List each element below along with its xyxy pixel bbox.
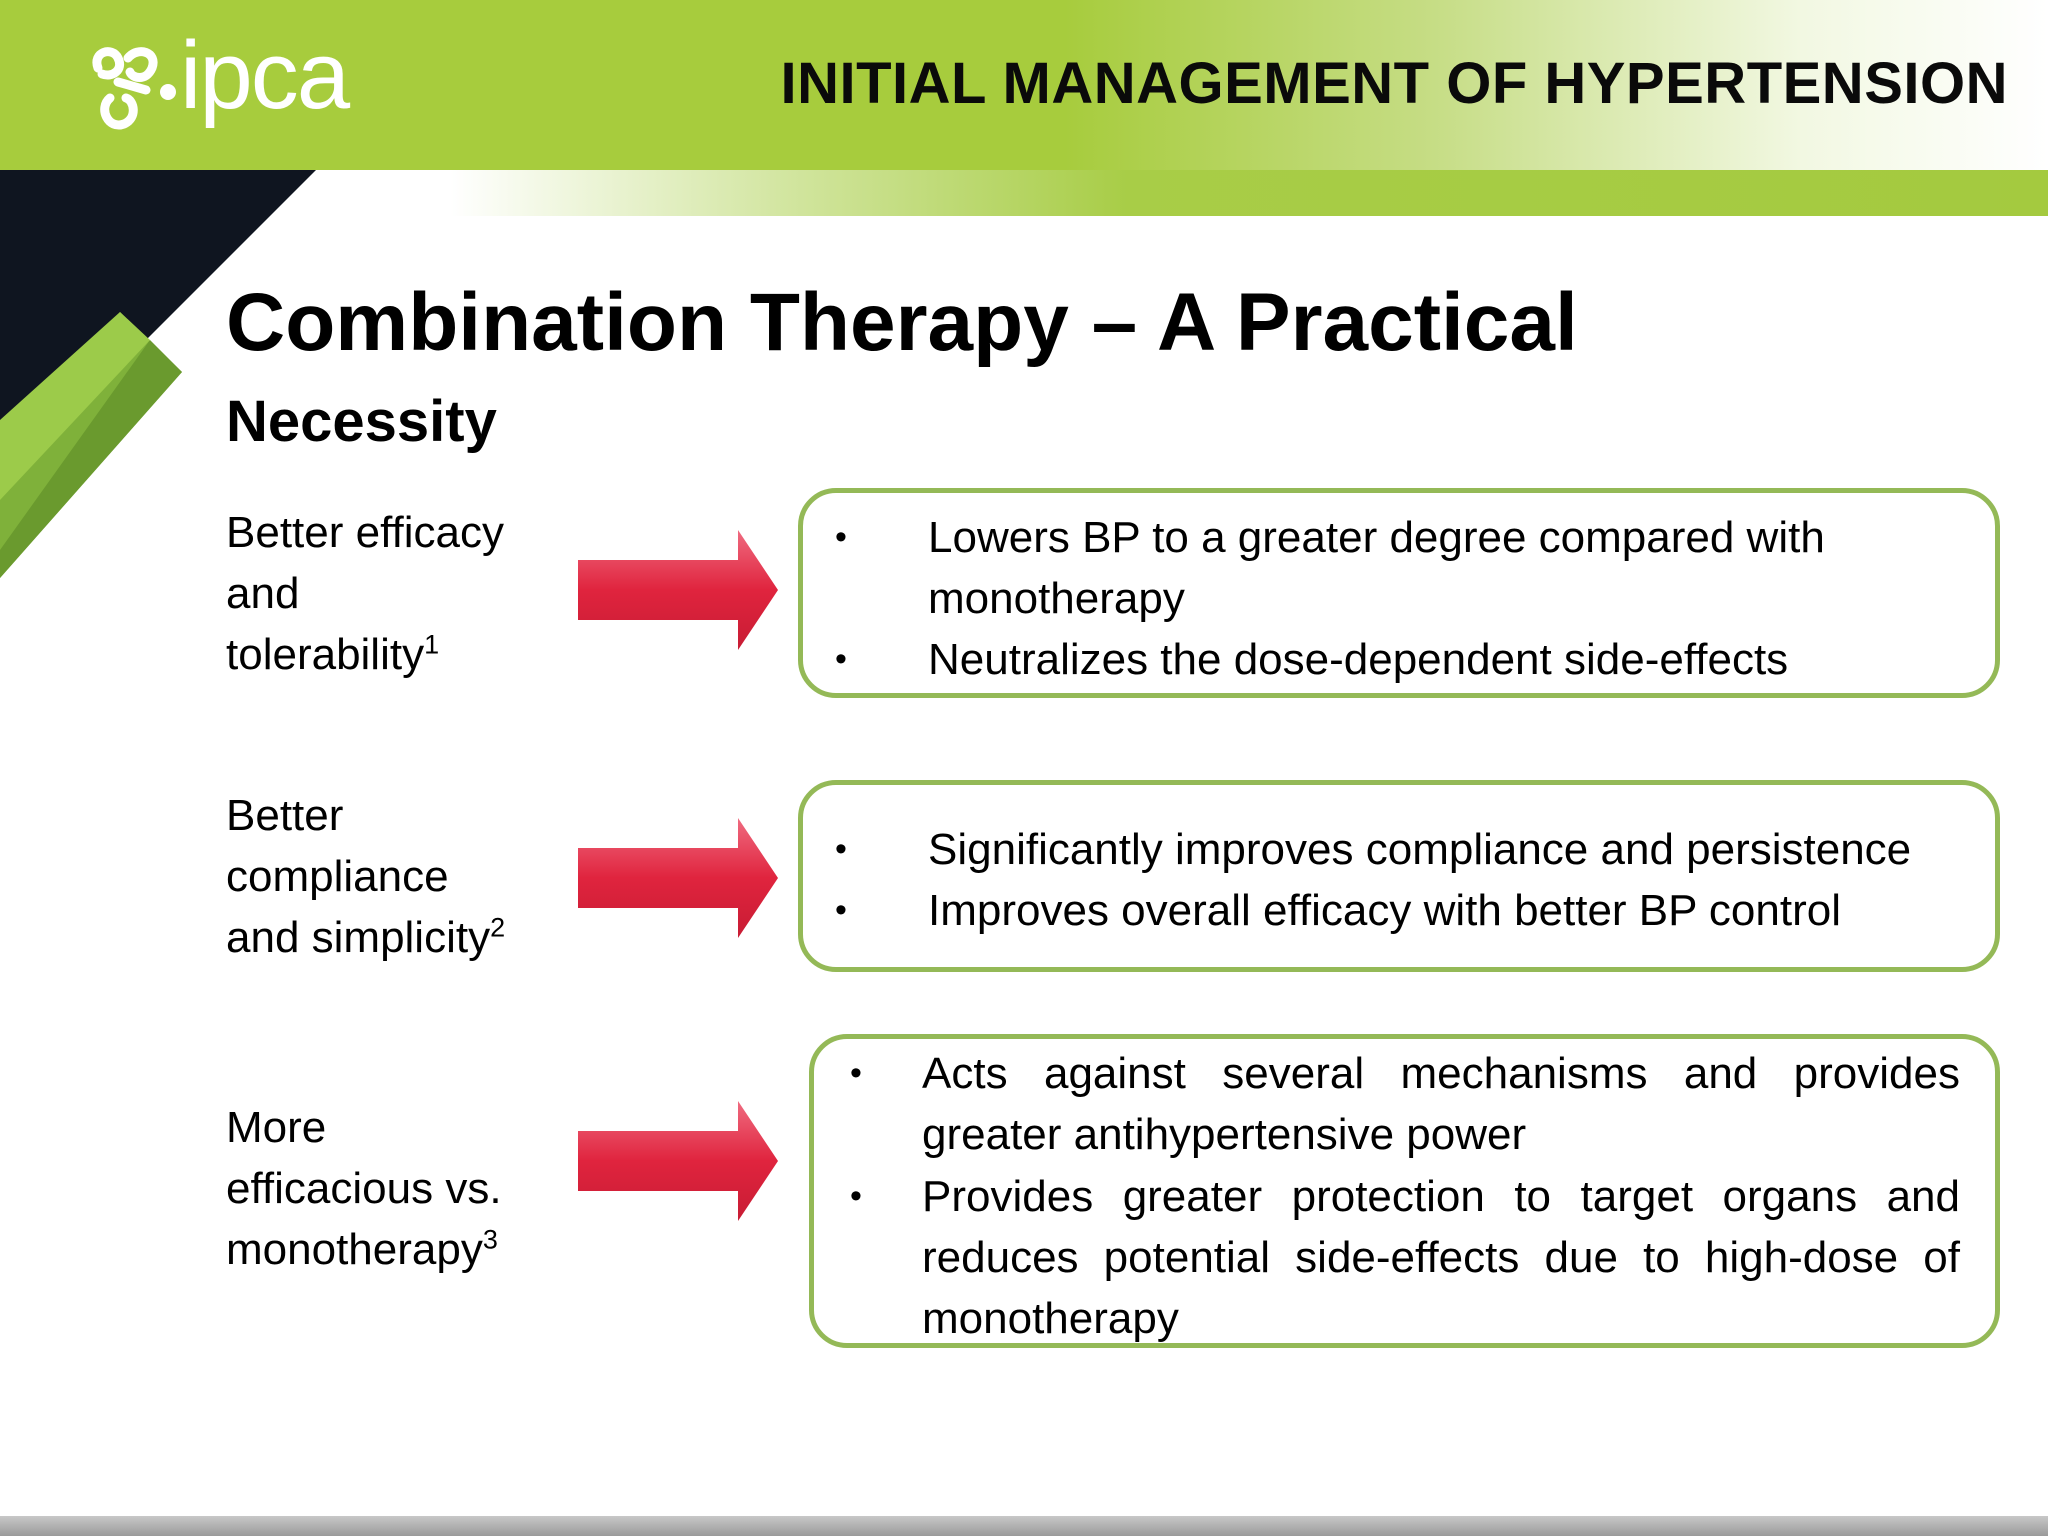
label-text: and simplicity: [226, 913, 491, 962]
label-line-last: [226, 624, 544, 685]
right-arrow-icon: [578, 530, 778, 650]
label-line: efficacious vs.: [226, 1164, 502, 1213]
footer-bar: [0, 1516, 2048, 1536]
list-item: [835, 880, 1955, 941]
slide-subtitle: Necessity: [226, 389, 497, 454]
list-item: [835, 507, 1935, 629]
benefit-box: [798, 488, 2000, 698]
slide-title: Combination Therapy – A Practical: [226, 277, 1578, 368]
bullet-text: Provides greater protection to target organs and reduces potential side-effects due to high-dose of monotherapy: [922, 1172, 1960, 1343]
logo-mark-icon: [88, 38, 184, 142]
label-line: More: [226, 1103, 327, 1152]
list-item: [850, 1043, 1960, 1165]
bullet-text: Lowers BP to a greater degree compared with monotherapy: [928, 513, 1825, 623]
bullet-icon: •: [835, 891, 847, 929]
label-line: and: [226, 569, 300, 618]
bullet-text: Improves overall efficacy with better BP control: [928, 886, 1841, 935]
benefit-box: [809, 1034, 2000, 1348]
label-text: tolerability: [226, 630, 425, 679]
bullet-text: Acts against several mechanisms and provides greater antihypertensive power: [922, 1049, 1960, 1159]
reference-marker: 2: [490, 912, 506, 943]
benefit-box: [798, 780, 2000, 972]
right-arrow-icon: [578, 818, 778, 938]
label-line: Better efficacy: [226, 508, 504, 557]
label-line-last: [226, 907, 544, 968]
list-item: [835, 819, 1955, 880]
reference-marker: 3: [482, 1224, 498, 1255]
logo-text: ipca: [180, 22, 349, 129]
row-label-monotherapy: [226, 1097, 544, 1280]
bullet-icon: •: [835, 518, 847, 556]
label-line-last: [226, 1219, 544, 1280]
bullet-icon: •: [835, 830, 847, 868]
bullet-icon: •: [850, 1054, 862, 1092]
right-arrow-icon: [578, 1101, 778, 1221]
list-item: [835, 629, 1935, 690]
label-line: Better: [226, 791, 344, 840]
header-title: INITIAL MANAGEMENT OF HYPERTENSION: [780, 51, 2008, 116]
list-item: [850, 1166, 1960, 1349]
label-line: compliance: [226, 852, 449, 901]
row-label-efficacy: [226, 502, 544, 685]
bullet-text: Significantly improves compliance and persistence: [928, 825, 1912, 874]
bullet-icon: •: [835, 640, 847, 678]
label-text: monotherapy: [226, 1225, 483, 1274]
bullet-icon: •: [850, 1177, 862, 1215]
reference-marker: 1: [424, 629, 440, 660]
row-label-compliance: [226, 785, 544, 968]
bullet-text: Neutralizes the dose-dependent side-effects: [928, 635, 1789, 684]
ipca-logo: [88, 22, 408, 142]
